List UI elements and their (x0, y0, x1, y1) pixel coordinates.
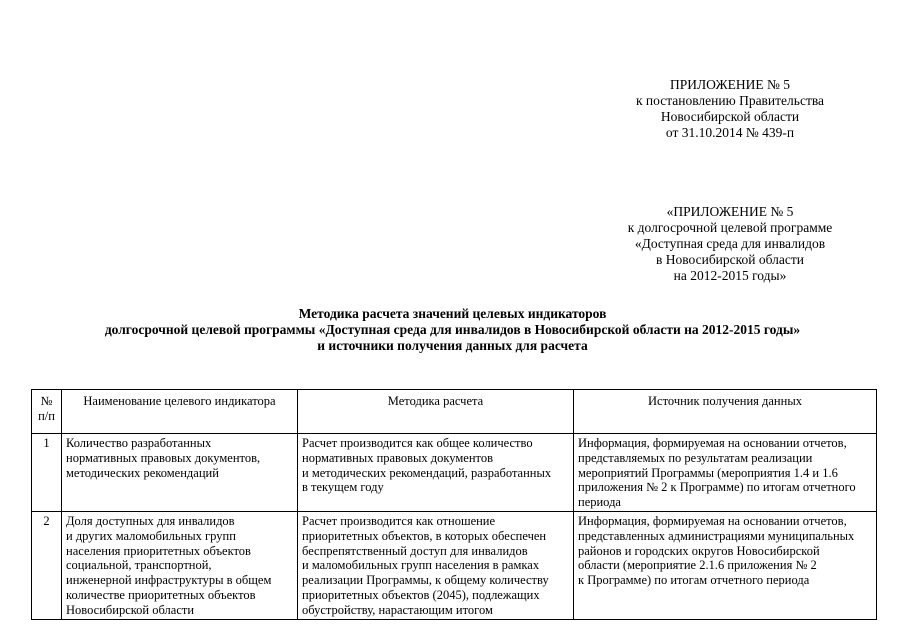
cell-line: периода (578, 495, 621, 510)
indicators-table (31, 389, 877, 620)
cell-line: к Программе) по итогам отчетного периода (578, 573, 810, 588)
header-method (298, 390, 574, 434)
program-attachment (600, 204, 860, 284)
cell-line: Новосибирской области (66, 602, 195, 617)
method-cell (298, 434, 574, 512)
cell-line: нормативных правовых документов (302, 450, 493, 465)
cell-line: методических рекомендаций (66, 465, 219, 480)
attachment-line: «ПРИЛОЖЕНИЕ № 5 (666, 204, 794, 219)
attachment-line: к долгосрочной целевой программе (627, 220, 833, 235)
cell-line: социальной, транспортной, (66, 558, 212, 573)
cell-line: приложения № 2 к Программе) по итогам отчетного (578, 480, 856, 495)
cell-line: реализации Программы, к общему количеству (302, 573, 549, 588)
cell-line: и методических рекомендаций, разработанных (302, 465, 552, 480)
row-number: 1 (32, 434, 62, 512)
cell-line: Доля доступных для инвалидов (66, 513, 235, 528)
attachment-line: «Доступная среда для инвалидов (634, 236, 826, 251)
cell-line: в текущем году (302, 480, 384, 495)
cell-line: и других маломобильных групп (66, 528, 236, 543)
cell-line: Расчет производится как общее количество (302, 436, 533, 450)
source-cell (574, 434, 877, 512)
table-row (32, 511, 877, 619)
cell-line: области (мероприятие 2.1.6 приложения № 2 (578, 558, 817, 573)
cell-line: приоритетных объектов, в которых обеспечен (302, 528, 547, 543)
cell-line: Расчет производится как отношение (302, 513, 496, 528)
table-row (32, 434, 877, 512)
title-line: долгосрочной целевой программы «Доступная среда для инвалидов в Новосибирской области на 2012-2015 годы» (104, 322, 801, 337)
row-number: 2 (32, 511, 62, 619)
attachment-line: на 2012-2015 годы» (673, 268, 787, 283)
header-text: Источник получения данных (648, 394, 802, 408)
header-indicator (62, 390, 298, 434)
cell-line: приоритетных объектов (2045), подлежащих (302, 587, 540, 602)
government-decree-attachment (600, 77, 860, 141)
indicator-cell (62, 434, 298, 512)
cell-line: представляемых по результатам реализации (578, 450, 813, 465)
cell-line: Количество разработанных (66, 436, 212, 450)
document-title (0, 306, 905, 354)
cell-line: обустройству, нарастающим итогом (302, 602, 493, 617)
title-line: Методика расчета значений целевых индикаторов (298, 306, 607, 321)
header-text: Наименование целевого индикатора (83, 394, 276, 408)
indicator-cell (62, 511, 298, 619)
table-header-row (32, 390, 877, 434)
cell-line: Информация, формируемая на основании отчетов, (578, 513, 847, 528)
attachment-line: к постановлению Правительства (635, 93, 825, 108)
attachment-line: Новосибирской области (660, 109, 800, 124)
cell-line: и маломобильных групп населения в рамках (302, 558, 540, 573)
header-text: Методика расчета (387, 394, 484, 408)
cell-line: представленных администрациями муниципальных (578, 528, 855, 543)
cell-line: беспрепятственный доступ для инвалидов (302, 543, 528, 558)
title-line: и источники получения данных для расчета (317, 338, 588, 353)
attachment-line: ПРИЛОЖЕНИЕ № 5 (669, 77, 791, 92)
attachment-line: от 31.10.2014 № 439-п (665, 125, 795, 140)
cell-line: населения приоритетных объектов (66, 543, 251, 558)
cell-line: нормативных правовых документов, (66, 450, 261, 465)
header-source (574, 390, 877, 434)
cell-line: мероприятий Программы (мероприятия 1.4 и 1.6 (578, 465, 838, 480)
header-text: п/п (38, 408, 55, 423)
cell-line: районов и городских округов Новосибирской (578, 543, 820, 558)
attachment-line: в Новосибирской области (655, 252, 805, 267)
method-cell (298, 511, 574, 619)
header-text: № (40, 394, 53, 408)
cell-line: количестве приоритетных объектов (66, 587, 256, 602)
source-cell (574, 511, 877, 619)
cell-line: Информация, формируемая на основании отчетов, (578, 436, 847, 450)
cell-line: инженерной инфраструктуры в общем (66, 573, 272, 588)
header-number (32, 390, 62, 434)
